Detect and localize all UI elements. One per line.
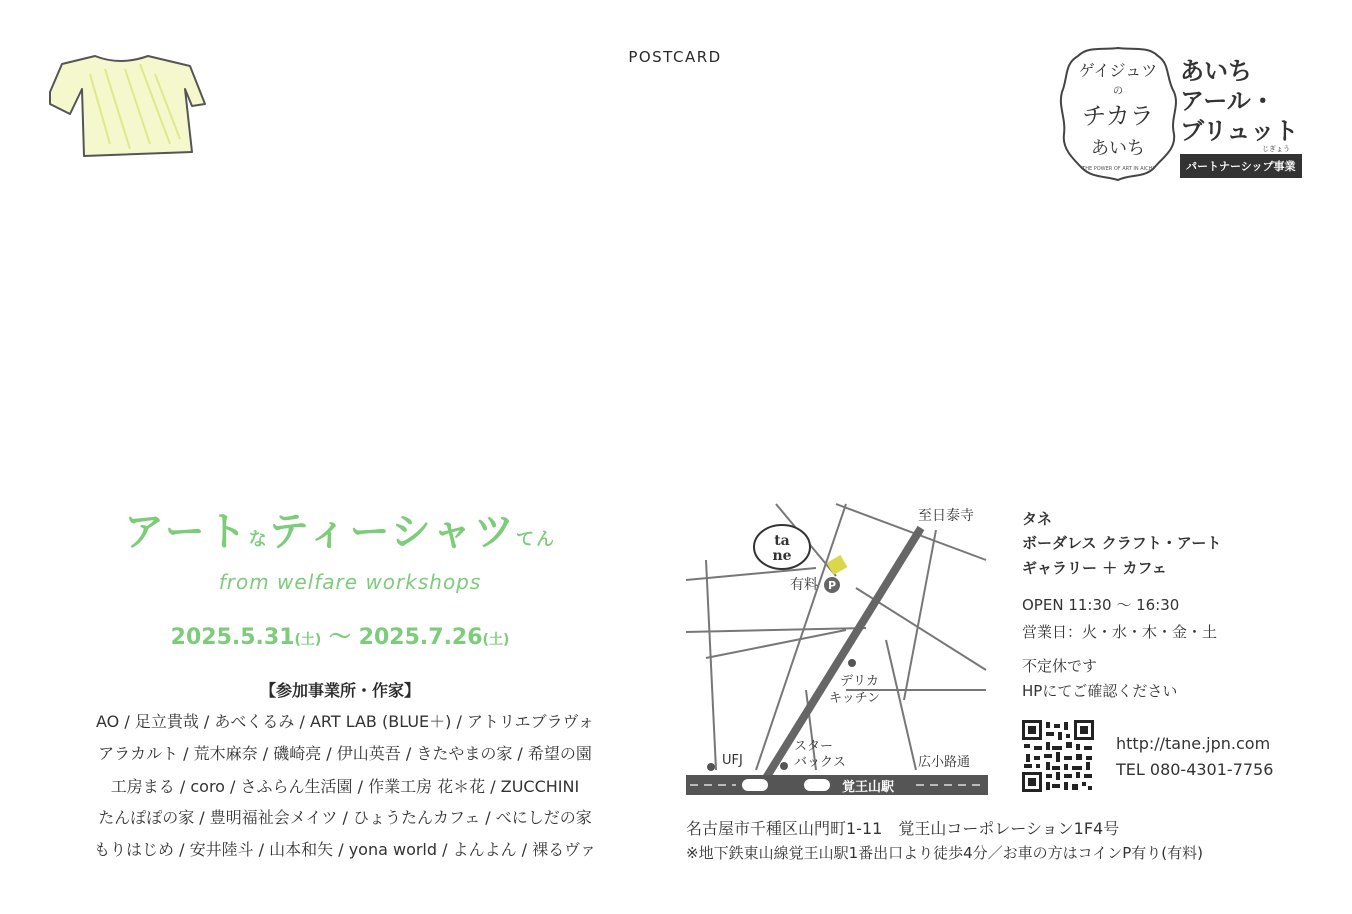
title-part-4: てん — [516, 529, 556, 550]
title-part-3: ティーシャツ — [268, 509, 516, 555]
date-start: 2025.5.31 — [170, 625, 295, 650]
brand-name-line-1: あいち — [1180, 57, 1252, 85]
date-separator: 〜 — [328, 625, 351, 650]
brand-name-line-3: ブリュット — [1180, 117, 1299, 145]
exhibition-title — [120, 500, 560, 557]
participants-line: もりはじめ / 安井陸斗 / 山本和矢 / yona world / よんよん / 裸るヴァ — [94, 840, 596, 859]
brand-name-line-2: アール・ — [1180, 87, 1275, 115]
map-label-station: 覚王山駅 — [842, 780, 895, 795]
geijutsu-logo-badge — [1058, 44, 1178, 184]
ufj-dot-icon — [707, 763, 715, 771]
participants-line: AO / 足立貴哉 / あべくるみ / ART LAB (BLUE＋) / アトリエブラヴォ — [96, 712, 594, 731]
badge-line-2: の — [1113, 86, 1123, 97]
venue-note-2: HPにてご確認ください — [1022, 682, 1178, 700]
date-end-day: (土) — [482, 632, 510, 648]
venue-address: 名古屋市千種区山門町1-11 覚王山コーポレーション1F4号 — [686, 819, 1120, 838]
participants-line: アラカルト / 荒木麻奈 / 磯崎亮 / 伊山英吾 / きたやまの家 / 希望の園 — [98, 744, 592, 763]
map-label-ufj: UFJ — [722, 753, 743, 768]
map-label-deli-1: デリカ — [840, 674, 879, 689]
venue-days: 営業日：火・水・木・金・土 — [1022, 623, 1218, 641]
title-part-2: な — [248, 529, 269, 550]
map-label-starbucks-1: スター — [794, 739, 834, 754]
parking-icon-label: P — [827, 579, 837, 592]
venue-marker-icon — [827, 555, 848, 575]
badge-line-1: ゲイジュツ — [1078, 61, 1158, 80]
map-label-deli-2: キッチン — [829, 691, 881, 706]
date-start-day: (土) — [294, 632, 322, 648]
venue-access: ※地下鉄東山線覚王山駅1番出口より徒歩4分／お車の方はコインP有り(有料) — [686, 844, 1203, 862]
map-streets — [686, 504, 986, 770]
participants-heading: 【参加事業所・作家】 — [259, 681, 420, 700]
subway-line — [686, 775, 988, 795]
title-part-1: アート — [123, 509, 249, 555]
tshirt-illustration — [40, 44, 220, 164]
qr-code-icon[interactable] — [1022, 720, 1094, 792]
station-exit-2-icon — [804, 779, 830, 791]
venue-hours: OPEN 11:30 〜 16:30 — [1022, 596, 1180, 614]
station-exit-1-icon — [742, 779, 768, 791]
map-label-direction: 至日泰寺 — [918, 508, 974, 524]
map-label-hirokoji: 広小路通 — [918, 755, 971, 770]
participants-line: たんぽぽの家 / 豊明福祉会メイツ / ひょうたんカフェ / べにしだの家 — [98, 808, 592, 827]
venue-name-3: ギャラリー ＋ カフェ — [1022, 559, 1167, 577]
tane-logo-bottom: ne — [772, 548, 792, 564]
date-end: 2025.7.26 — [358, 625, 483, 650]
tane-logo-top: ta — [774, 533, 790, 549]
partnership-tag-ruby: じぎょう — [1262, 145, 1290, 153]
starbucks-dot-icon — [780, 762, 788, 770]
badge-line-4: あいち — [1091, 138, 1145, 159]
participants-line: 工房まる / coro / さふらん生活園 / 作業工房 花＊花 / ZUCCHINI — [110, 777, 580, 796]
access-map — [686, 500, 988, 800]
badge-line-3: チカラ — [1082, 102, 1154, 130]
deli-dot-icon — [848, 659, 856, 667]
venue-name-2: ボーダレス クラフト・アート — [1022, 534, 1222, 552]
exhibition-dates — [140, 620, 540, 651]
exhibition-subtitle: from welfare workshops — [218, 570, 482, 594]
venue-tel: TEL 080-4301-7756 — [1116, 760, 1274, 779]
postcard-label: POSTCARD — [628, 48, 722, 66]
venue-url-link[interactable]: http://tane.jpn.com — [1116, 734, 1271, 753]
badge-line-small: THE POWER OF ART IN AICHI — [1082, 166, 1154, 172]
map-label-starbucks-2: バックス — [794, 755, 846, 770]
map-label-parking: 有料 — [790, 577, 818, 593]
venue-name-1: タネ — [1022, 510, 1053, 528]
partnership-tag: パートナーシップ事業 — [1180, 154, 1302, 178]
venue-note-1: 不定休です — [1022, 657, 1098, 675]
